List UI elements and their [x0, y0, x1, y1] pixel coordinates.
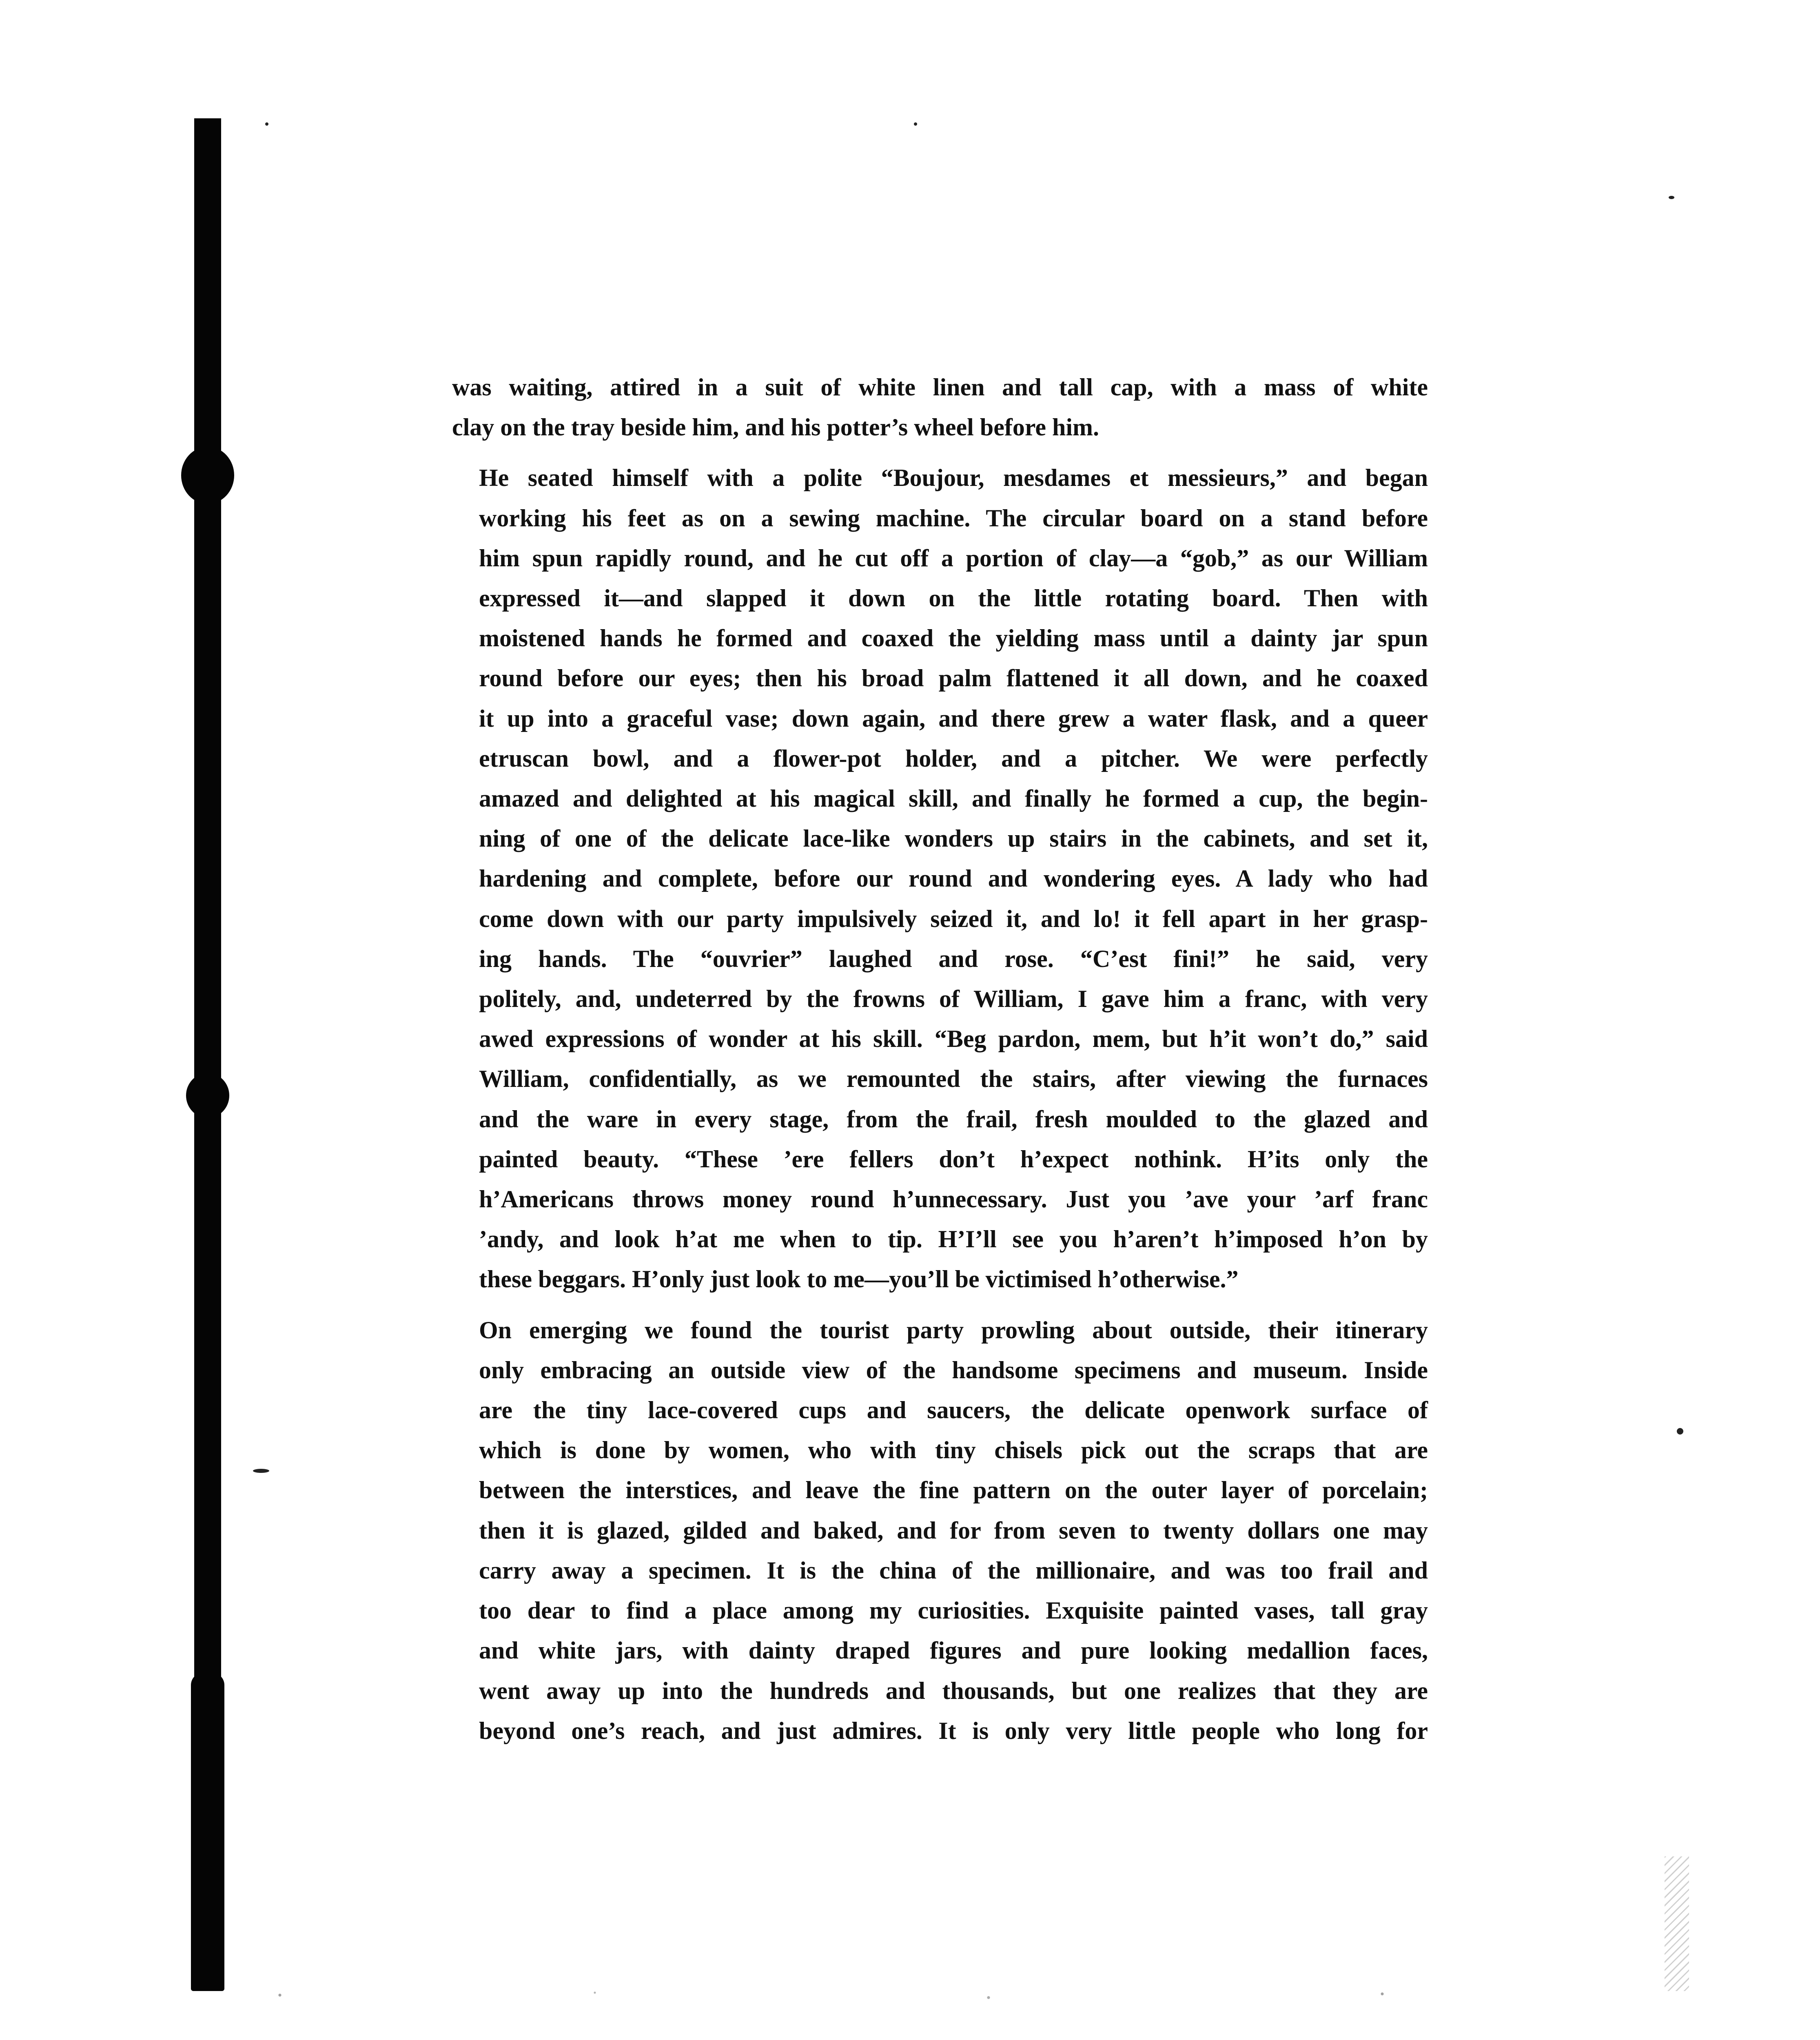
- text-line: and the ware in every stage, from the frail, fresh moulded to the glazed and: [479, 1105, 1428, 1133]
- text-line: went away up into the hundreds and thousands, but one realizes that they are: [479, 1677, 1428, 1704]
- paragraph-1: [452, 367, 1428, 447]
- text-line: these beggars. H’only just look to me—you’ll be victimised h’otherwise.”: [479, 1266, 1239, 1293]
- text-line: carry away a specimen. It is the china of the millionaire, and was too frail and: [479, 1557, 1428, 1584]
- paragraph-2: [452, 458, 1428, 1299]
- text-line: working his feet as on a sewing machine. The circular board on a stand before: [479, 504, 1428, 532]
- scan-noise-right: [1665, 1856, 1689, 1991]
- text-line: etruscan bowl, and a flower-pot holder, and a pitcher. We were perfectly: [479, 745, 1428, 772]
- text-line: hardening and complete, before our round and wondering eyes. A lady who had: [479, 865, 1428, 892]
- text-line: awed expressions of wonder at his skill. “Beg pardon, mem, but h’it won’t do,” said: [479, 1025, 1428, 1053]
- text-line: h’Americans throws money round h’unnecessary. Just you ’ave your ’arf franc: [479, 1186, 1428, 1213]
- text-line: expressed it—and slapped it down on the little rotating board. Then with: [479, 585, 1428, 612]
- text-line: was waiting, attired in a suit of white linen and tall cap, with a mass of white: [452, 374, 1428, 401]
- text-line: ning of one of the delicate lace-like wonders up stairs in the cabinets, and set it,: [479, 825, 1428, 852]
- text-line: beyond one’s reach, and just admires. It is only very little people who long for: [479, 1717, 1428, 1744]
- paragraph-3: [452, 1310, 1428, 1751]
- text-line: it up into a graceful vase; down again, and there grew a water flask, and a queer: [479, 705, 1428, 732]
- text-line: only embracing an outside view of the handsome specimens and museum. Inside: [479, 1356, 1428, 1384]
- text-line: between the interstices, and leave the fine pattern on the outer layer of porcelain;: [479, 1477, 1428, 1504]
- text-line: are the tiny lace-covered cups and saucers, the delicate openwork surface of: [479, 1397, 1428, 1424]
- text-line: painted beauty. “These ’ere fellers don’t h’expect nothink. H’its only the: [479, 1145, 1428, 1173]
- scan-noise-bottom: [122, 1983, 1697, 2007]
- text-line: come down with our party impulsively seized it, and lo! it fell apart in her grasp-: [479, 905, 1428, 932]
- scan-speck: [265, 122, 268, 126]
- text-line: him spun rapidly round, and he cut off a portion of clay—a “gob,” as our William: [479, 544, 1428, 572]
- binding-knob-upper: [181, 447, 234, 504]
- binding-base: [191, 1673, 224, 1991]
- text-line: round before our eyes; then his broad palm flattened it all down, and he coaxed: [479, 665, 1428, 692]
- text-line: and white jars, with dainty draped figures and pure looking medallion faces,: [479, 1637, 1428, 1664]
- text-line: amazed and delighted at his magical skill, and finally he formed a cup, the begin-: [479, 785, 1428, 812]
- text-line: politely, and, undeterred by the frowns of William, I gave him a franc, with very: [479, 985, 1428, 1013]
- text-line: clay on the tray beside him, and his potter’s wheel before him.: [452, 414, 1100, 441]
- text-line: William, confidentially, as we remounted the stairs, after viewing the furnaces: [479, 1065, 1428, 1093]
- binding-knob-lower: [186, 1073, 229, 1118]
- text-line: On emerging we found the tourist party prowling about outside, their itinerary: [479, 1316, 1428, 1344]
- scan-speck: [1669, 196, 1674, 199]
- scan-speck: [914, 122, 917, 126]
- text-line: He seated himself with a polite “Boujour, mesdames et messieurs,” and began: [479, 464, 1428, 492]
- text-line: ing hands. The “ouvrier” laughed and rose. “C’est fini!” he said, very: [479, 945, 1428, 972]
- scan-speck: [1677, 1428, 1683, 1435]
- body-text: [452, 367, 1428, 1761]
- text-line: moistened hands he formed and coaxed the yielding mass until a dainty jar spun: [479, 625, 1428, 652]
- text-line: too dear to find a place among my curiosities. Exquisite painted vases, tall gray: [479, 1597, 1428, 1624]
- text-line: ’andy, and look h’at me when to tip. H’I’ll see you h’aren’t h’imposed h’on by: [479, 1226, 1428, 1253]
- scan-speck: [253, 1469, 269, 1473]
- text-line: then it is glazed, gilded and baked, and for from seven to twenty dollars one may: [479, 1517, 1428, 1544]
- text-line: which is done by women, who with tiny chisels pick out the scraps that are: [479, 1437, 1428, 1464]
